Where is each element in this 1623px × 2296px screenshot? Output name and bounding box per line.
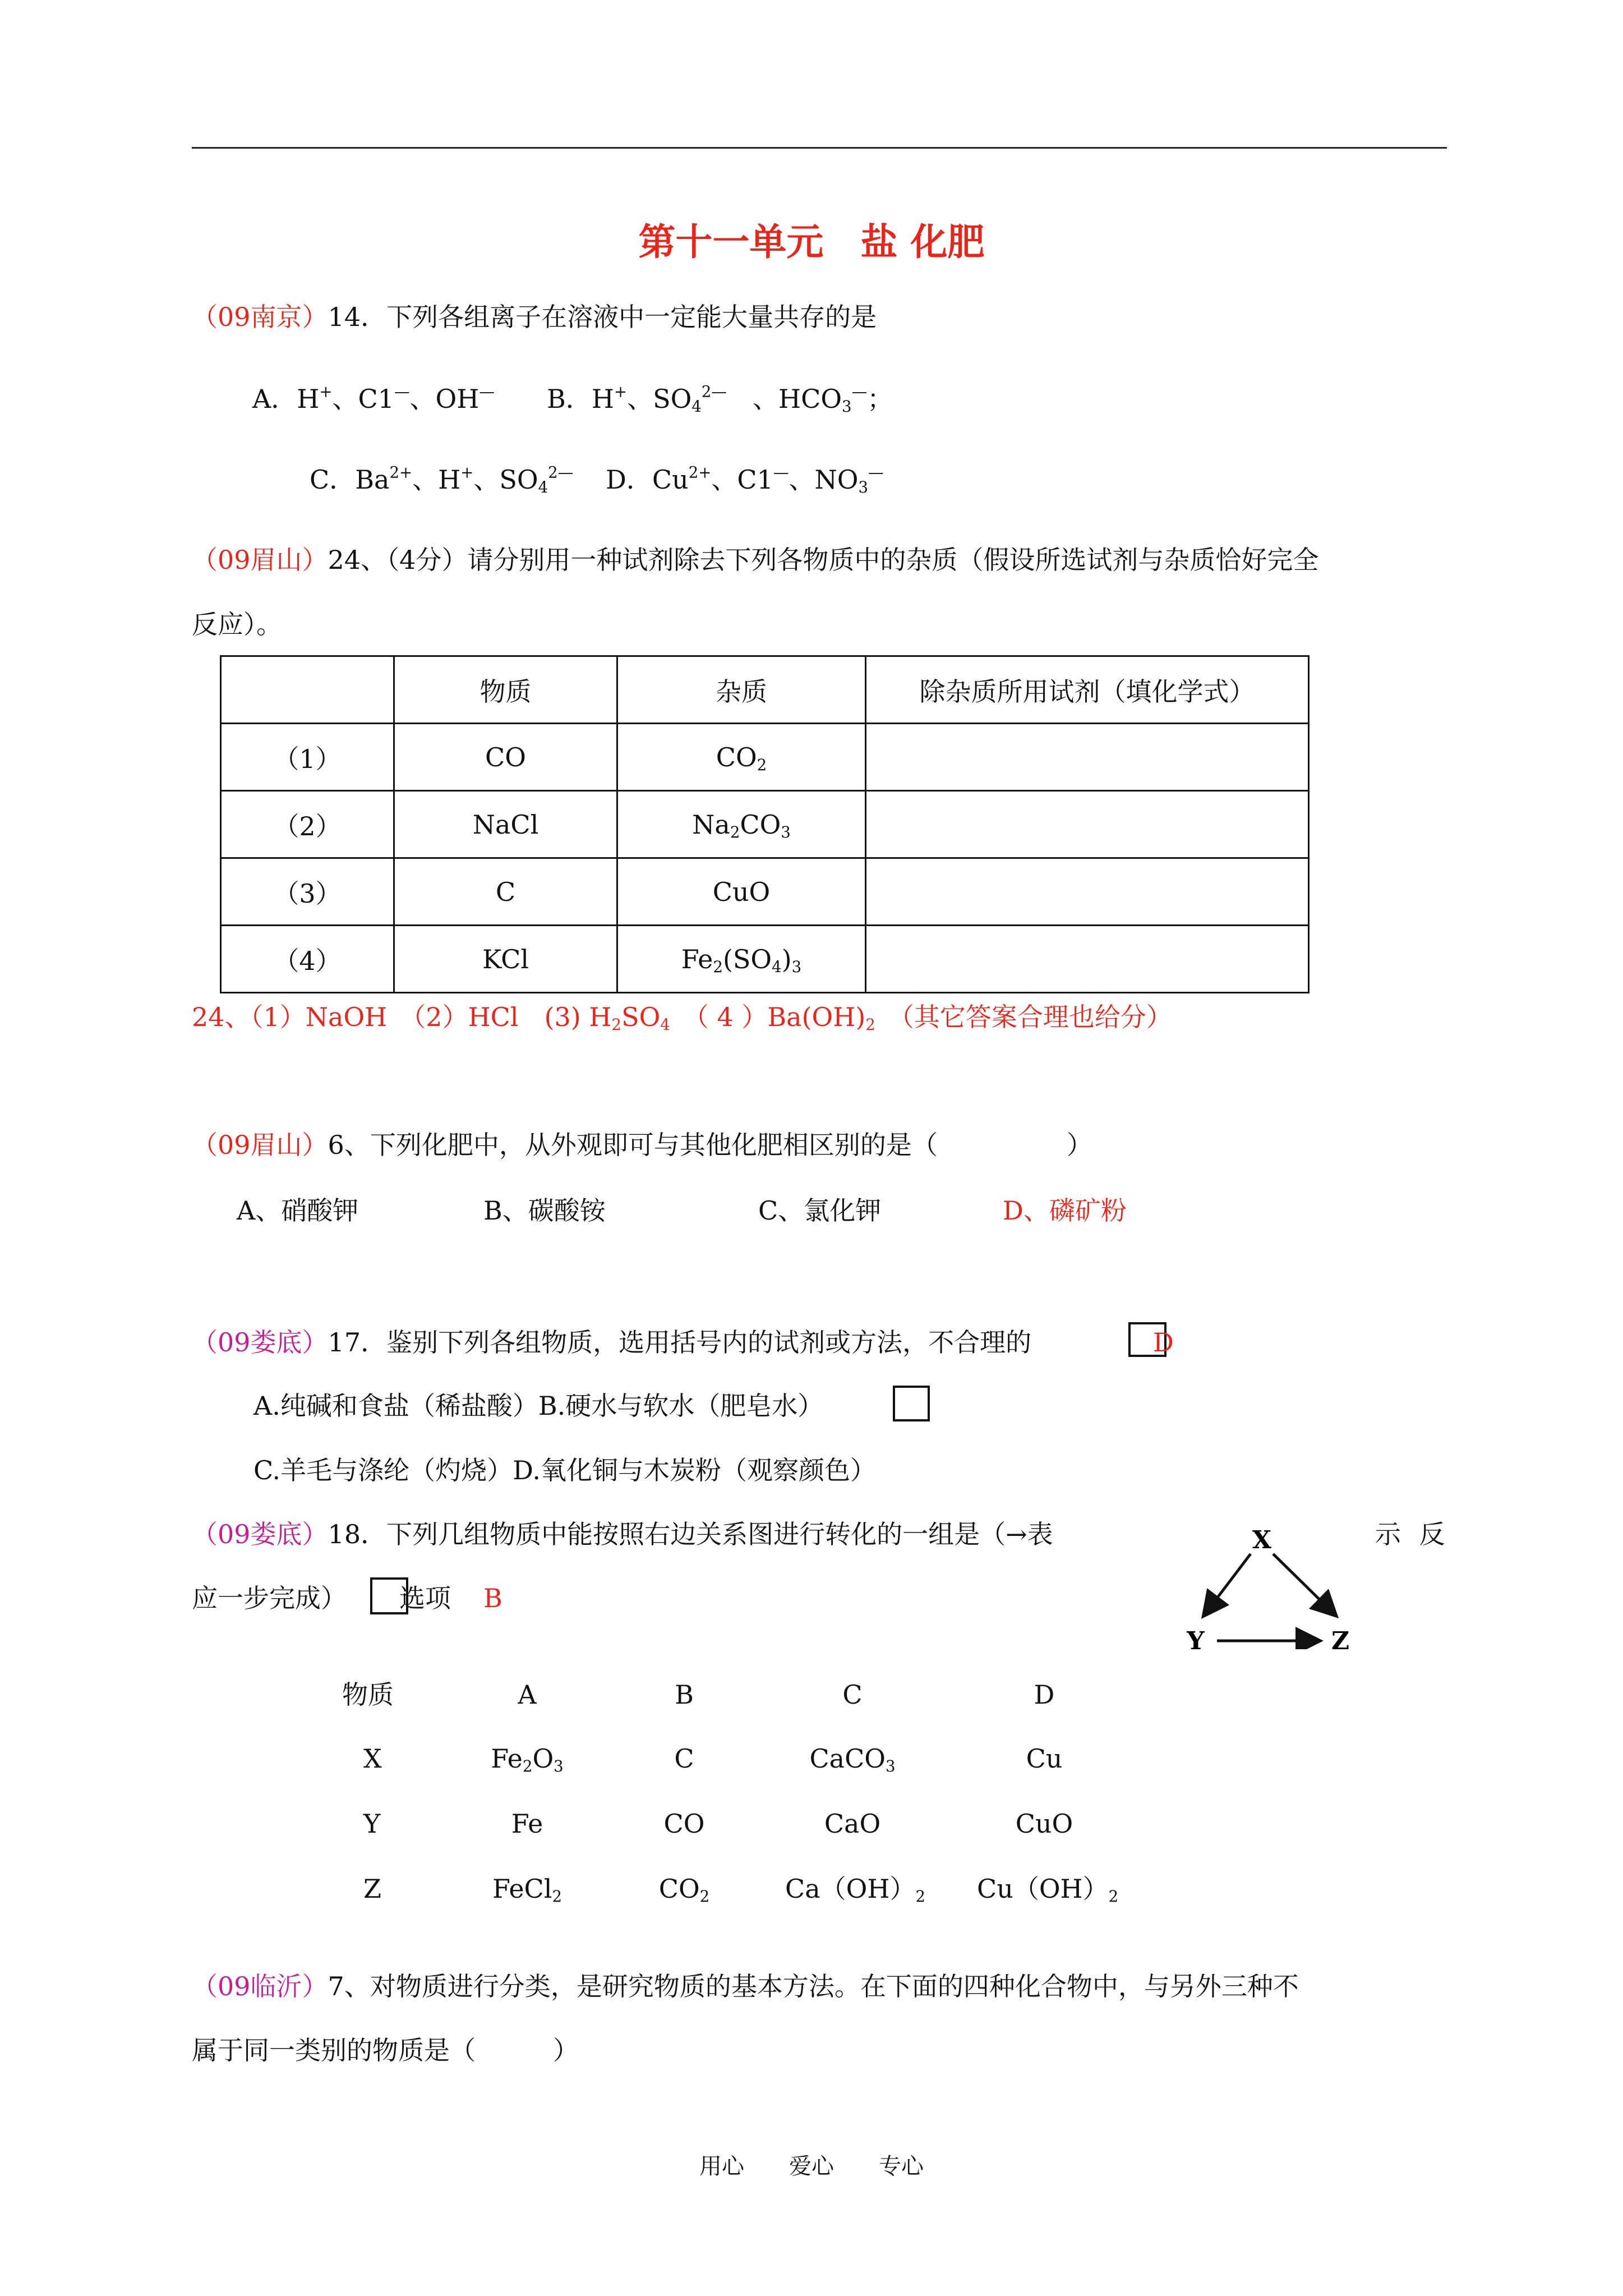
grid-cell: FeCl$_2$: [492, 1874, 562, 1906]
table-header-row: [221, 656, 1309, 724]
substance-cell: CO: [394, 724, 617, 791]
row-number: （3）: [221, 858, 394, 926]
grid-header-label: 物质: [342, 1680, 394, 1710]
reagent-cell[interactable]: [866, 791, 1309, 858]
question-stem: 18．下列几组物质中能按照右边关系图进行转化的一组是（→表: [328, 1519, 1053, 1549]
answer-17: D: [1153, 1327, 1174, 1358]
page-title: 第十一单元 盐 化肥: [638, 220, 985, 264]
question-17-line2: A.纯碱和食盐（稀盐酸）B.硬水与软水（肥皂水）: [253, 1391, 824, 1421]
grid-header-b: B: [675, 1680, 694, 1710]
row-number: （1）: [221, 724, 394, 791]
grid-cell: $Cu(OH)_2$: [977, 1874, 1119, 1906]
question-stem: 7、对物质进行分类，是研究物质的基本方法。在下面的四种化合物中，与另外三种不: [328, 1971, 1299, 2001]
table-row: [221, 858, 1309, 926]
option-a: A．H+、C1—、OH—: [252, 382, 495, 414]
answer-24: 24、（1）NaOH （2）HCl (3) $H_2SO_4$ （ 4 ）$Ba(OH)_2$ （其它答案合理也给分）: [192, 1002, 1172, 1034]
grid-cell: Cu: [1026, 1743, 1063, 1774]
impurity-table: [220, 655, 1310, 993]
relation-diagram: [1166, 1515, 1357, 1649]
option-b: B、碳酸铵: [483, 1195, 606, 1226]
source-tag: （09南京）: [192, 302, 328, 332]
header-cell: 除杂质所用试剂（填化学式）: [866, 656, 1309, 724]
grid-cell: CuO: [1015, 1809, 1073, 1839]
source-tag: （09眉山）: [192, 545, 328, 575]
grid-row-label: X: [363, 1743, 382, 1774]
question-17: [192, 1327, 1032, 1358]
question-stem: 6、下列化肥中，从外观即可与其他化肥相区别的是（ ）: [328, 1130, 1092, 1160]
diagram-node-x: X: [1252, 1526, 1272, 1554]
question-24-line2: 反应）。: [192, 609, 282, 639]
impurity-cell: $Na_2CO_3$: [617, 791, 866, 858]
source-tag: （09临沂）: [192, 1971, 328, 2001]
grid-cell: $CO_2$: [658, 1874, 710, 1906]
option-b: B．H+、$SO_4^{2—}$ 、$HCO_3^—$；: [547, 382, 893, 416]
grid-header-c: C: [842, 1680, 863, 1710]
question-stem: 24、（4分）请分别用一种试剂除去下列各物质中的杂质（假设所选试剂与杂质恰好完全: [328, 545, 1319, 575]
question-18-line2: 应一步完成）: [192, 1583, 347, 1613]
question-stem: 17．鉴别下列各组物质，选用括号内的试剂或方法，不合理的: [328, 1327, 1032, 1358]
footer: 用心 爱心 专心: [699, 2154, 924, 2179]
impurity-cell: $CO_2$: [617, 724, 866, 791]
header-rule: [192, 147, 1447, 149]
source-tag: （09娄底）: [192, 1519, 328, 1549]
grid-header-d: D: [1034, 1680, 1055, 1710]
question-18-option-label: 选项: [399, 1583, 451, 1613]
option-c: C．$Ba^{2+}$、H+、$SO_4^{2—}$: [310, 463, 574, 496]
grid-cell: CO: [663, 1809, 705, 1839]
option-a: A、硝酸钾: [237, 1195, 359, 1226]
grid-cell: $Ca(OH)_2$: [785, 1874, 926, 1906]
header-cell: 杂质: [617, 656, 866, 724]
header-cell: [221, 656, 394, 724]
option-d: D、磷矿粉: [1003, 1195, 1127, 1226]
substance-cell: KCl: [394, 926, 617, 993]
row-number: （2）: [221, 791, 394, 858]
answer-18: B: [483, 1583, 502, 1613]
table-row: [221, 926, 1309, 993]
reagent-cell[interactable]: [866, 724, 1309, 791]
grid-cell: $Fe_2O_3$: [491, 1743, 564, 1775]
option-d: D．$Cu^{2+}$、C1—、$NO_3^—$: [606, 463, 884, 496]
question-6: [192, 1132, 1092, 1158]
source-tag: （09娄底）: [192, 1327, 328, 1358]
grid-cell: CaO: [824, 1809, 881, 1839]
grid-row-label: Z: [363, 1874, 381, 1904]
option-c: C、氯化钾: [758, 1195, 882, 1226]
grid-header-a: A: [518, 1680, 537, 1710]
question-24: [192, 547, 1318, 573]
arrow-x-to-y: [1205, 1554, 1251, 1614]
substance-cell: NaCl: [394, 791, 617, 858]
grid-row-label: Y: [363, 1809, 381, 1839]
source-tag: （09眉山）: [192, 1130, 328, 1160]
grid-cell: CaCO$_3$: [809, 1743, 896, 1775]
question-17-line3: C.羊毛与涤纶（灼烧）D.氧化铜与木炭粉（观察颜色）: [253, 1455, 877, 1485]
answer-box: [893, 1386, 930, 1421]
grid-cell: C: [674, 1743, 694, 1774]
diagram-node-y: Y: [1187, 1627, 1205, 1649]
reagent-cell[interactable]: [866, 858, 1309, 926]
question-18-tail: 示 反: [1375, 1519, 1445, 1549]
question-18: [192, 1521, 1053, 1547]
reagent-cell[interactable]: [866, 926, 1309, 993]
question-7: [192, 1973, 1299, 1999]
diagram-node-z: Z: [1331, 1627, 1350, 1649]
substance-cell: C: [394, 858, 617, 926]
table-row: [221, 724, 1309, 791]
row-number: （4）: [221, 926, 394, 993]
table-row: [221, 791, 1309, 858]
grid-cell: Fe: [511, 1809, 543, 1839]
question-7-line2: 属于同一类别的物质是（ ）: [192, 2035, 579, 2065]
arrow-x-to-z: [1273, 1554, 1335, 1614]
question-14: [192, 304, 877, 330]
question-stem: 14．下列各组离子在溶液中一定能大量共存的是: [328, 302, 877, 332]
impurity-cell: $Fe_2(SO_4)_3$: [617, 926, 866, 993]
impurity-cell: CuO: [617, 858, 866, 926]
header-cell: 物质: [394, 656, 617, 724]
